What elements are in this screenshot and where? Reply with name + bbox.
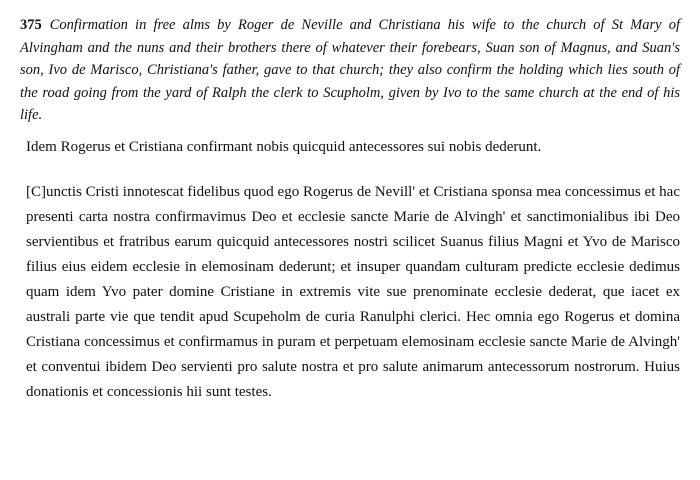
charter-number: 375	[20, 17, 42, 33]
charter-heading	[20, 14, 680, 127]
charter-heading-text: Confirmation in free alms by Roger de Neville and Christiana his wife to the church of St Mary of Alvingham and the nuns and their brothers there of whatever their forebears, Suan son of Magnus, and Suan's son, Ivo de Marisco, Christiana's father, gave to that church; they also confirm the holding which lies south of the road going from the yard of Ralph the clerk to Scupholm, given by Ivo to the same church at the end of his life.	[20, 17, 680, 123]
charter-summary: Idem Rogerus et Cristiana confirmant nobis quicquid antecessores sui nobis dederunt.	[26, 138, 542, 155]
charter-latin-text: [C]unctis Cristi innotescat fidelibus quod ego Rogerus de Nevill' et Cristiana sponsa mea concessimus et hac presenti carta nostra confirmavimus Deo et ecclesie sancte Marie de Alvingh' et sanctimonialibus ibi Deo servientibus et fratribus earum quicquid antecessores nostri scilicet Suanus filius Magni et Yvo de Marisco filius eius eidem ecclesie in elemosinam dederunt; et insuper quandam culturam predicte ecclesie dedimus quam idem Yvo pater domine Cristiane in extremis vite sue prenominate ecclesie dederat, que iacet ex australi parte vie que tendit apud Scupeholm de curia Ranulphi clerici. Hec omnia ego Rogerus et domina Cristiana concessimus et confirmamus in puram et perpetuam elemosinam ecclesie sancte Marie de Alvingh' et conventui ibidem Deo servienti pro salute nostra et pro salute animarum antecessorum nostrorum. Huius donationis et concessionis hii sunt testes.	[26, 183, 680, 400]
document-page	[20, 14, 680, 405]
